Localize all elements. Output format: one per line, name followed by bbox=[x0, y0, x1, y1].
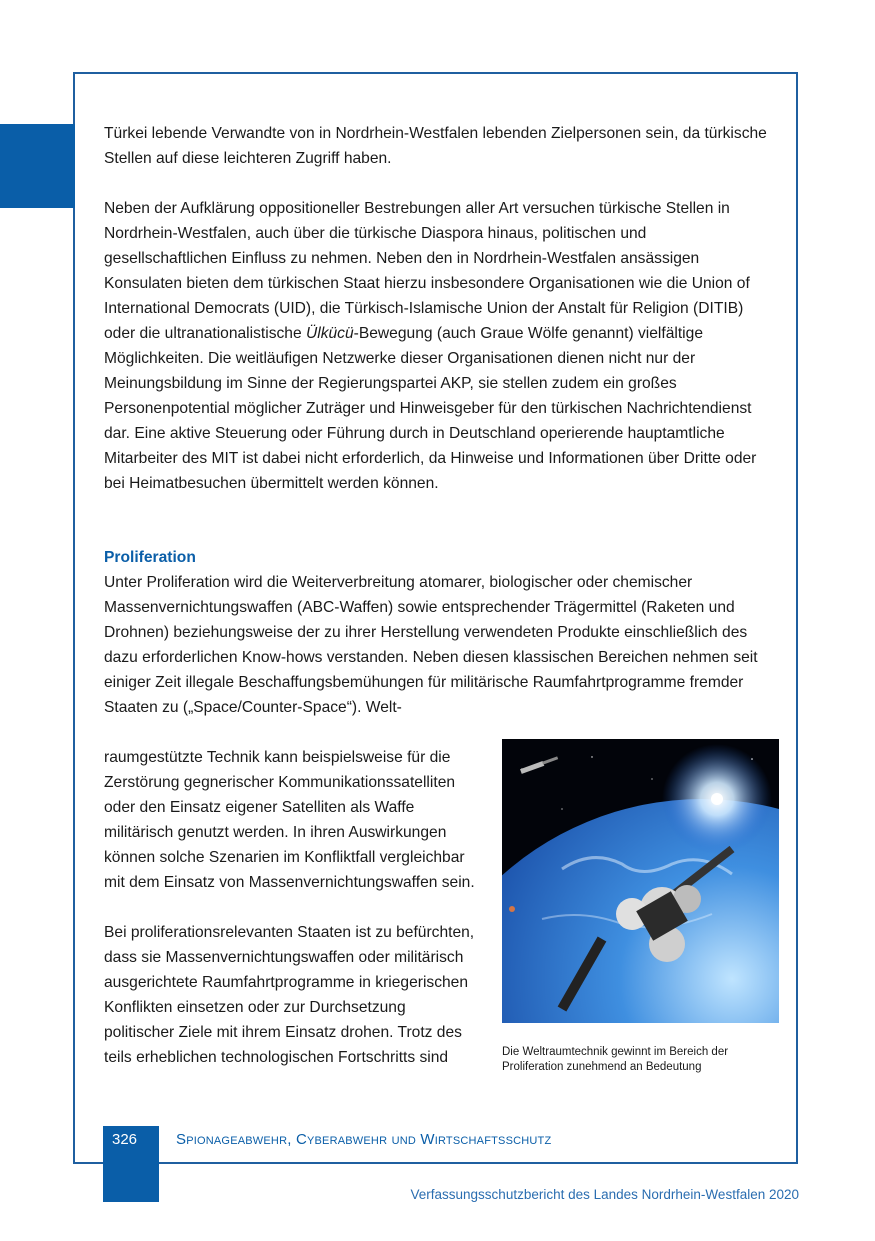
paragraph-space-technology: raumgestützte Technik kann beispielsweise für die Zerstörung gegnerischer Kommunikationssatelliten oder den Einsatz eigener Satelliten als Waffe militärisch genutzt werden. In ihren Auswirkungen können solche Szenarien im Konfliktfall vergleichbar mit dem Einsatz von Massenvernichtungswaffen sein. bbox=[104, 749, 475, 891]
image-caption: Die Weltraumtechnik gewinnt im Bereich der Proliferation zunehmend an Bedeutung bbox=[502, 1046, 729, 1073]
paragraph-intro bbox=[104, 121, 769, 171]
footer-publication-title: Verfassungsschutzbericht des Landes Nordrhein-Westfalen 2020 bbox=[410, 1187, 799, 1202]
page-number: 326 bbox=[112, 1131, 138, 1148]
satellite-earth-illustration bbox=[502, 739, 779, 1023]
paragraph-proliferation-states: Bei proliferationsrelevanten Staaten ist zu befürchten, dass sie Massenvernichtungswaffen oder militärisch ausgerichtete Raumfahrtprogramme in kriegerischen Konflikten einsetzen oder zur Durchsetzung politischer Ziele mit ihrem Einsatz drohen. Trotz des teils erheblichen technologischen Fortschritts sind bbox=[104, 924, 475, 1066]
running-head: Spionageabwehr, Cyberabwehr und Wirtschaftsschutz bbox=[176, 1131, 552, 1148]
proliferation-heading-block bbox=[104, 545, 769, 720]
paragraph-neben-part1: Neben der Aufklärung oppositioneller Bestrebungen aller Art versuchen türkische Stellen in Nordrhein-Westfalen, auch über die türkische Diaspora hinaus, politischen und gesellschaftlichen Einfluss zu nehmen. Neben den in Nordrhein-Westfalen ansässigen Konsulaten bieten dem türkischen Staat hierzu insbesondere Organisationen wie die Union of International Democrats (UID), die Türkisch-Islamische Union der Anstalt für Religion (DITIB) oder die ultranationalistische bbox=[104, 200, 750, 342]
paragraph-turkish-influence-text bbox=[104, 196, 769, 496]
paragraph-proliferation: Unter Proliferation wird die Weiterverbreitung atomarer, biologischer oder chemischer Massenvernichtungswaffen (ABC-Waffen) sowie entsprechender Trägermittel (Raketen und Drohnen) beziehungsweise der zu ihrer Herstellung verwendeten Produkte einschließlich des dazu erforderlichen Know-hows verstanden. Neben diesen klassischen Bereichen nehmen seit einiger Zeit illegale Beschaffungsbemühungen für militärische Raumfahrtprogramme fremder Staaten zu („Space/Counter-Space“). Welt- bbox=[104, 574, 758, 716]
paragraph-neben-part2: -Bewegung (auch Graue Wölfe genannt) vielfältige Möglichkeiten. Die weitläufigen Netzwerke dieser Organisationen dienen nicht nur der Meinungsbildung im Sinne der Regierungspartei AKP, sie stellen zudem ein großes Personenpotential möglicher Zuträger und Hinweisgeber für den türkischen Nachrichtendienst dar. Eine aktive Steuerung oder Führung durch in Deutschland operierende hauptamtliche Mitarbeiter des MIT ist dabei nicht erforderlich, da Hinweise und Informationen über Dritte oder bei Heimatbesuchen übermittelt werden können. bbox=[104, 325, 757, 492]
paragraph-intro-text: Türkei lebende Verwandte von in Nordrhein-Westfalen lebenden Zielpersonen sein, da türkische Stellen auf diese leichteren Zugriff haben. bbox=[104, 125, 767, 167]
ulkucu-italic: Ülkücü bbox=[305, 325, 354, 342]
chapter-side-tab bbox=[0, 124, 75, 208]
section-heading-proliferation: Proliferation bbox=[104, 549, 196, 566]
satellite-earth-image bbox=[502, 739, 779, 1023]
paragraph-turkish-influence bbox=[104, 196, 769, 496]
